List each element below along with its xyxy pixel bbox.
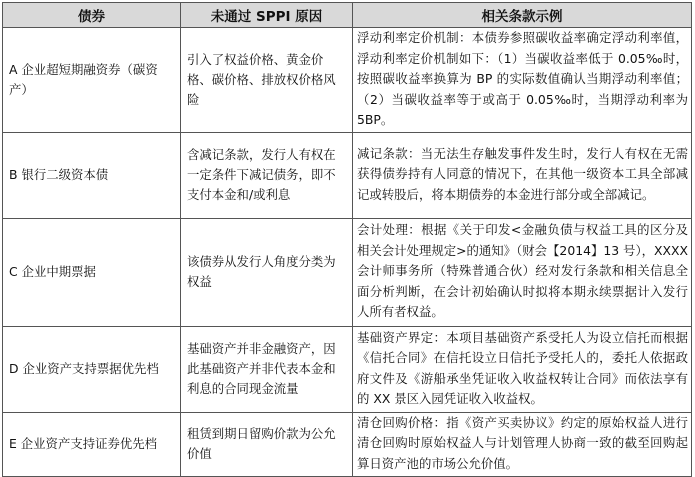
table-row xyxy=(3,218,692,326)
clause-example: 减记条款：当无法生存触发事件发生时，发行人有权在无需获得债券持有人同意的情况下，在其他一级资本工具全部减记或转股后，将本期债券的本金进行部分或全部减记。 xyxy=(353,132,692,218)
bond-name: D 企业资产支持票据优先档 xyxy=(3,326,181,412)
bond-name: B 银行二级资本债 xyxy=(3,132,181,218)
clause-example: 会计处理：根据《关于印发<金融负债与权益工具的区分及相关会计处理规定>的通知》（财会【2014】13 号），XXXX 会计师事务所（特殊普通合伙）经对发行条款和相关信息全面分析判断，在会计初始确认时拟将本期永续票据计入发行人所有者权益。 xyxy=(353,218,692,326)
bond-name: C 企业中期票据 xyxy=(3,218,181,326)
clause-example: 清仓回购价格：指《资产买卖协议》约定的原始权益人进行清仓回购时原始权益人与计划管理人协商一致的截至回购起算日资产池的市场公允价值。 xyxy=(353,412,692,476)
sppi-reason: 租赁到期日留购价款为公允价值 xyxy=(181,412,353,476)
sppi-reason: 含减记条款，发行人有权在一定条件下减记债务，即不支付本金和/或利息 xyxy=(181,132,353,218)
table-row xyxy=(3,28,692,133)
sppi-reason: 该债券从发行人角度分类为权益 xyxy=(181,218,353,326)
sppi-reason: 引入了权益价格、黄金价格、碳价格、排放权价格风险 xyxy=(181,28,353,133)
table-header-row xyxy=(3,3,692,28)
table-row xyxy=(3,412,692,476)
header-bond: 债券 xyxy=(3,3,181,28)
sppi-table xyxy=(2,2,692,477)
table-row xyxy=(3,132,692,218)
clause-example: 浮动利率定价机制：本债券参照碳收益率确定浮动利率值，浮动利率定价机制如下：（1）当碳收益率低于 0.05‰时，按照碳收益率换算为 BP 的实际数值确认当期浮动利率值；（2）当碳收益率等于或高于 0.05‰时，当期浮动利率为 5BP。 xyxy=(353,28,692,133)
bond-name: A 企业超短期融资券（碳资产） xyxy=(3,28,181,133)
bond-name: E 企业资产支持证券优先档 xyxy=(3,412,181,476)
table-row xyxy=(3,326,692,412)
sppi-reason: 基础资产并非金融资产，因此基础资产并非代表本金和利息的合同现金流量 xyxy=(181,326,353,412)
clause-example: 基础资产界定：本项目基础资产系受托人为设立信托而根据《信托合同》在信托设立日信托予受托人的，委托人依据政府文件及《游船承坐凭证收入收益权转让合同》而依法享有的 XX 景区入园凭证收入收益权。 xyxy=(353,326,692,412)
sppi-table-container xyxy=(2,2,691,477)
header-sppi-reason: 未通过 SPPI 原因 xyxy=(181,3,353,28)
header-clause-example: 相关条款示例 xyxy=(353,3,692,28)
